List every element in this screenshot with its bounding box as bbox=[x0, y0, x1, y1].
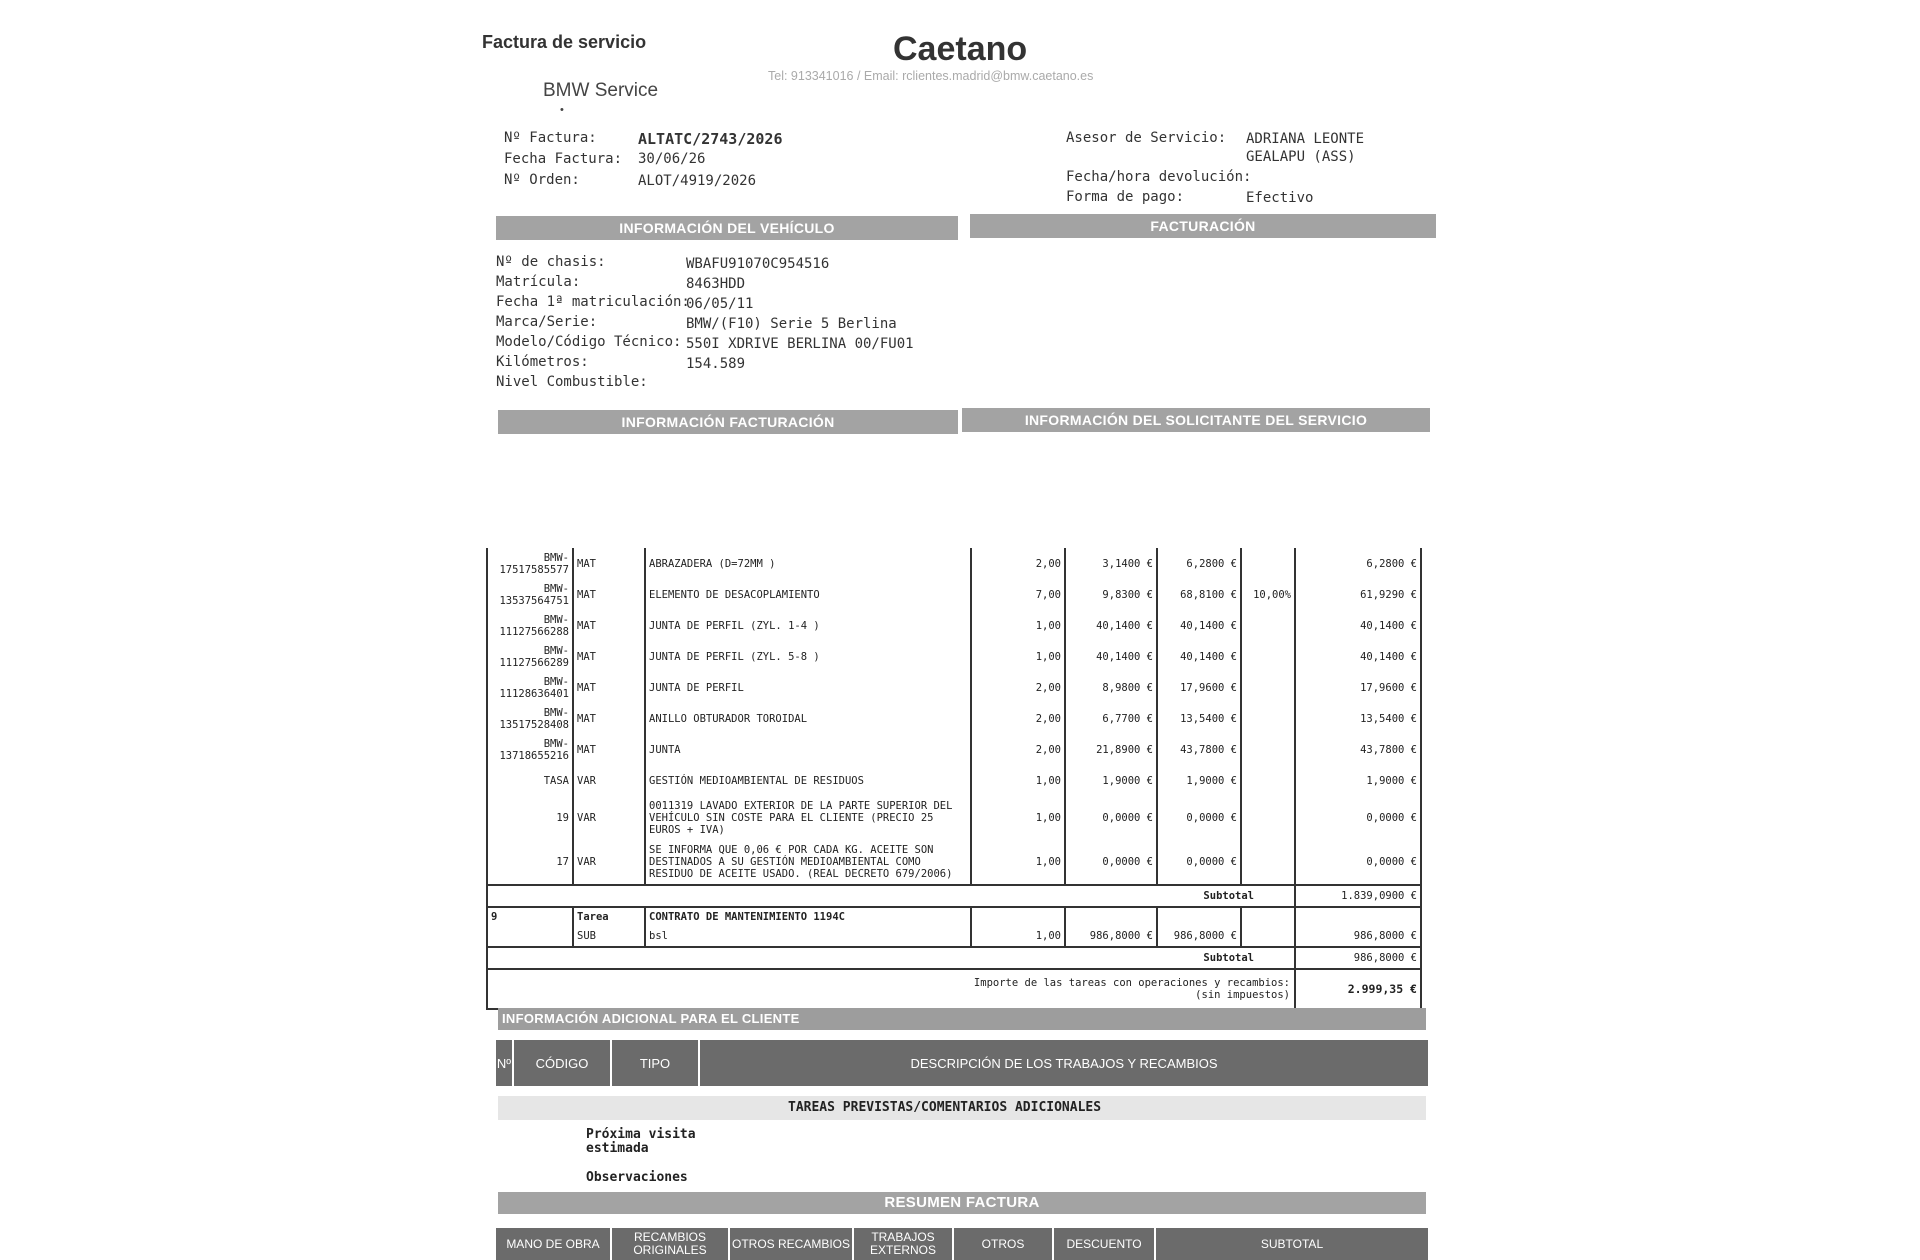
proxima-label-2: estimada bbox=[586, 1141, 649, 1156]
contact-info: Tel: 913341016 / Email: rclientes.madrid@bmw.caetano.es bbox=[768, 69, 1094, 83]
summary-cell: MANO DE OBRA bbox=[496, 1228, 612, 1260]
task-line-net: 986,8000 € bbox=[1295, 926, 1421, 947]
item-unit-price: 8,9800 € bbox=[1065, 672, 1157, 703]
item-discount bbox=[1241, 796, 1295, 840]
item-net: 40,1400 € bbox=[1295, 610, 1421, 641]
item-description: GESTIÓN MEDIOAMBIENTAL DE RESIDUOS bbox=[645, 765, 971, 796]
table-row bbox=[487, 703, 1421, 734]
item-discount: 10,00% bbox=[1241, 579, 1295, 610]
total-label: Importe de las tareas con operaciones y recambios: (sin impuestos) bbox=[487, 969, 1295, 1009]
item-discount bbox=[1241, 703, 1295, 734]
tareas-label: TAREAS PREVISTAS/COMENTARIOS ADICIONALES bbox=[788, 1100, 1102, 1115]
facturacion-bar: FACTURACIÓN bbox=[970, 214, 1436, 238]
subtotal-row bbox=[487, 885, 1421, 907]
item-unit-price: 40,1400 € bbox=[1065, 610, 1157, 641]
item-quantity: 1,00 bbox=[971, 840, 1065, 885]
item-gross: 40,1400 € bbox=[1157, 641, 1241, 672]
vehicle-value: 06/05/11 bbox=[686, 296, 754, 312]
item-code: BMW- 11127566289 bbox=[487, 641, 573, 672]
task-title: CONTRATO DE MANTENIMIENTO 1194C bbox=[645, 907, 971, 926]
solicitante-bar: INFORMACIÓN DEL SOLICITANTE DEL SERVICIO bbox=[962, 408, 1430, 432]
invoice-page bbox=[458, 0, 1458, 1260]
item-unit-price: 21,8900 € bbox=[1065, 734, 1157, 765]
item-description: JUNTA DE PERFIL bbox=[645, 672, 971, 703]
item-code: 17 bbox=[487, 840, 573, 885]
table-row bbox=[487, 641, 1421, 672]
orden-value: ALOT/4919/2026 bbox=[638, 173, 757, 189]
item-gross: 0,0000 € bbox=[1157, 796, 1241, 840]
fecha-value: 30/06/26 bbox=[638, 151, 706, 167]
items-table bbox=[486, 548, 1422, 1010]
vehicle-label: Marca/Serie: bbox=[496, 314, 598, 330]
table-row bbox=[487, 840, 1421, 885]
item-type: VAR bbox=[573, 840, 645, 885]
task-line-row bbox=[487, 926, 1421, 947]
header-cell: Nº bbox=[496, 1040, 514, 1086]
item-quantity: 1,00 bbox=[971, 796, 1065, 840]
item-description: JUNTA DE PERFIL (ZYL. 5-8 ) bbox=[645, 641, 971, 672]
brand-logo: Caetano bbox=[893, 30, 1028, 68]
task-line-price: 986,8000 € bbox=[1065, 926, 1157, 947]
vehicle-label: Nº de chasis: bbox=[496, 254, 606, 270]
table-row bbox=[487, 548, 1421, 579]
item-net: 17,9600 € bbox=[1295, 672, 1421, 703]
item-gross: 43,7800 € bbox=[1157, 734, 1241, 765]
item-code: BMW- 13718655216 bbox=[487, 734, 573, 765]
item-description: ABRAZADERA (D=72MM ) bbox=[645, 548, 971, 579]
asesor-value-2: GEALAPU (ASS) bbox=[1246, 149, 1356, 165]
task-number: 9 bbox=[487, 907, 573, 926]
observaciones-label: Observaciones bbox=[586, 1170, 688, 1185]
adicional-bar: INFORMACIÓN ADICIONAL PARA EL CLIENTE bbox=[498, 1008, 1426, 1030]
bullet-dot: • bbox=[560, 104, 564, 116]
task-line-type: SUB bbox=[573, 926, 645, 947]
orden-label: Nº Orden: bbox=[504, 172, 580, 188]
summary-header bbox=[496, 1228, 1428, 1260]
item-quantity: 1,00 bbox=[971, 610, 1065, 641]
item-type: MAT bbox=[573, 672, 645, 703]
pago-value: Efectivo bbox=[1246, 190, 1314, 206]
factura-label: Nº Factura: bbox=[504, 130, 597, 146]
vehicle-label: Matrícula: bbox=[496, 274, 581, 290]
item-code: BMW- 13537564751 bbox=[487, 579, 573, 610]
summary-cell: SUBTOTAL bbox=[1260, 1236, 1324, 1251]
fecha-label: Fecha Factura: bbox=[504, 151, 623, 167]
item-type: MAT bbox=[573, 548, 645, 579]
task-line-code bbox=[487, 926, 573, 947]
header-cell: DESCRIPCIÓN DE LOS TRABAJOS Y RECAMBIOS bbox=[910, 1055, 1218, 1071]
item-quantity: 2,00 bbox=[971, 672, 1065, 703]
item-unit-price: 9,8300 € bbox=[1065, 579, 1157, 610]
item-code: BMW- 13517528408 bbox=[487, 703, 573, 734]
item-type: MAT bbox=[573, 641, 645, 672]
item-code: BMW- 11128636401 bbox=[487, 672, 573, 703]
item-gross: 1,9000 € bbox=[1157, 765, 1241, 796]
vehicle-label: Fecha 1ª matriculación: bbox=[496, 294, 690, 310]
summary-cell: OTROS RECAMBIOS bbox=[730, 1228, 854, 1260]
task-row bbox=[487, 907, 1421, 926]
subtotal-value: 1.839,0900 € bbox=[1295, 885, 1421, 907]
item-net: 0,0000 € bbox=[1295, 796, 1421, 840]
item-type: MAT bbox=[573, 734, 645, 765]
asesor-label: Asesor de Servicio: bbox=[1066, 130, 1227, 146]
item-description: 0011319 LAVADO EXTERIOR DE LA PARTE SUPERIOR DEL VEHÍCULO SIN COSTE PARA EL CLIENTE (PRECIO 25 EUROS + IVA) bbox=[645, 796, 971, 840]
vehicle-value: 154.589 bbox=[686, 356, 746, 372]
item-net: 0,0000 € bbox=[1295, 840, 1421, 885]
subtotal-label: Subtotal bbox=[487, 947, 1295, 969]
pago-label: Forma de pago: bbox=[1066, 189, 1185, 205]
item-gross: 0,0000 € bbox=[1157, 840, 1241, 885]
item-unit-price: 40,1400 € bbox=[1065, 641, 1157, 672]
item-quantity: 1,00 bbox=[971, 641, 1065, 672]
item-description: SE INFORMA QUE 0,06 € POR CADA KG. ACEITE SON DESTINADOS A SU GESTIÓN MEDIOAMBIENTAL COMO RESIDUO DE ACEITE USADO. (REAL DECRETO 679/2006) bbox=[645, 840, 971, 885]
item-code: BMW- 17517585577 bbox=[487, 548, 573, 579]
item-type: VAR bbox=[573, 765, 645, 796]
task-line-quantity: 1,00 bbox=[971, 926, 1065, 947]
item-net: 40,1400 € bbox=[1295, 641, 1421, 672]
item-discount bbox=[1241, 548, 1295, 579]
total-row bbox=[487, 969, 1421, 1009]
subtotal-value: 986,8000 € bbox=[1295, 947, 1421, 969]
vehicle-value: BMW/(F10) Serie 5 Berlina bbox=[686, 316, 897, 332]
item-gross: 13,5400 € bbox=[1157, 703, 1241, 734]
item-discount bbox=[1241, 734, 1295, 765]
subtotal-row bbox=[487, 947, 1421, 969]
item-net: 6,2800 € bbox=[1295, 548, 1421, 579]
item-gross: 40,1400 € bbox=[1157, 610, 1241, 641]
item-code: TASA bbox=[487, 765, 573, 796]
item-unit-price: 0,0000 € bbox=[1065, 796, 1157, 840]
item-code: 19 bbox=[487, 796, 573, 840]
item-discount bbox=[1241, 672, 1295, 703]
item-quantity: 1,00 bbox=[971, 765, 1065, 796]
table-row bbox=[487, 796, 1421, 840]
task-type: Tarea bbox=[573, 907, 645, 926]
header-cell: CÓDIGO bbox=[514, 1040, 612, 1086]
asesor-value-1: ADRIANA LEONTE bbox=[1246, 131, 1365, 147]
total-value: 2.999,35 € bbox=[1295, 969, 1421, 1009]
factura-value: ALTATC/2743/2026 bbox=[638, 130, 783, 148]
info-facturacion-bar: INFORMACIÓN FACTURACIÓN bbox=[498, 410, 958, 434]
item-discount bbox=[1241, 765, 1295, 796]
item-unit-price: 1,9000 € bbox=[1065, 765, 1157, 796]
item-net: 61,9290 € bbox=[1295, 579, 1421, 610]
item-net: 13,5400 € bbox=[1295, 703, 1421, 734]
item-quantity: 2,00 bbox=[971, 703, 1065, 734]
table-row bbox=[487, 765, 1421, 796]
item-quantity: 2,00 bbox=[971, 734, 1065, 765]
task-line-discount bbox=[1241, 926, 1295, 947]
vehicle-value: 8463HDD bbox=[686, 276, 746, 292]
item-type: VAR bbox=[573, 796, 645, 840]
item-description: ELEMENTO DE DESACOPLAMIENTO bbox=[645, 579, 971, 610]
item-unit-price: 6,7700 € bbox=[1065, 703, 1157, 734]
summary-cell: RECAMBIOS ORIGINALES bbox=[612, 1228, 730, 1260]
item-description: ANILLO OBTURADOR TOROIDAL bbox=[645, 703, 971, 734]
item-type: MAT bbox=[573, 610, 645, 641]
item-net: 1,9000 € bbox=[1295, 765, 1421, 796]
resumen-bar: RESUMEN FACTURA bbox=[498, 1192, 1426, 1214]
item-net: 43,7800 € bbox=[1295, 734, 1421, 765]
item-quantity: 7,00 bbox=[971, 579, 1065, 610]
item-gross: 6,2800 € bbox=[1157, 548, 1241, 579]
item-gross: 17,9600 € bbox=[1157, 672, 1241, 703]
header-cell: TIPO bbox=[612, 1040, 700, 1086]
additional-header bbox=[496, 1040, 1428, 1086]
item-discount bbox=[1241, 641, 1295, 672]
service-name: BMW Service bbox=[543, 80, 659, 101]
subtotal-label: Subtotal bbox=[487, 885, 1295, 907]
vehicle-label: Modelo/Código Técnico: bbox=[496, 334, 682, 350]
item-discount bbox=[1241, 840, 1295, 885]
summary-cell: TRABAJOS EXTERNOS bbox=[854, 1228, 954, 1260]
table-row bbox=[487, 610, 1421, 641]
vehiculo-bar: INFORMACIÓN DEL VEHÍCULO bbox=[496, 216, 958, 240]
vehicle-label: Kilómetros: bbox=[496, 354, 589, 370]
summary-cell: OTROS bbox=[954, 1228, 1054, 1260]
item-type: MAT bbox=[573, 703, 645, 734]
item-description: JUNTA DE PERFIL (ZYL. 1-4 ) bbox=[645, 610, 971, 641]
item-description: JUNTA bbox=[645, 734, 971, 765]
item-unit-price: 0,0000 € bbox=[1065, 840, 1157, 885]
item-gross: 68,8100 € bbox=[1157, 579, 1241, 610]
proxima-label-1: Próxima visita bbox=[586, 1127, 696, 1142]
devolucion-label: Fecha/hora devolución: bbox=[1066, 169, 1252, 185]
task-line-gross: 986,8000 € bbox=[1157, 926, 1241, 947]
table-row bbox=[487, 672, 1421, 703]
item-unit-price: 3,1400 € bbox=[1065, 548, 1157, 579]
vehicle-label: Nivel Combustible: bbox=[496, 374, 648, 390]
item-discount bbox=[1241, 610, 1295, 641]
task-line-desc: bsl bbox=[645, 926, 971, 947]
table-row bbox=[487, 734, 1421, 765]
item-quantity: 2,00 bbox=[971, 548, 1065, 579]
document-type: Factura de servicio bbox=[482, 32, 647, 52]
vehicle-value: 550I XDRIVE BERLINA 00/FU01 bbox=[686, 336, 914, 352]
table-row bbox=[487, 579, 1421, 610]
item-type: MAT bbox=[573, 579, 645, 610]
item-code: BMW- 11127566288 bbox=[487, 610, 573, 641]
summary-cell: DESCUENTO bbox=[1054, 1228, 1156, 1260]
vehicle-value: WBAFU91070C954516 bbox=[686, 256, 830, 272]
